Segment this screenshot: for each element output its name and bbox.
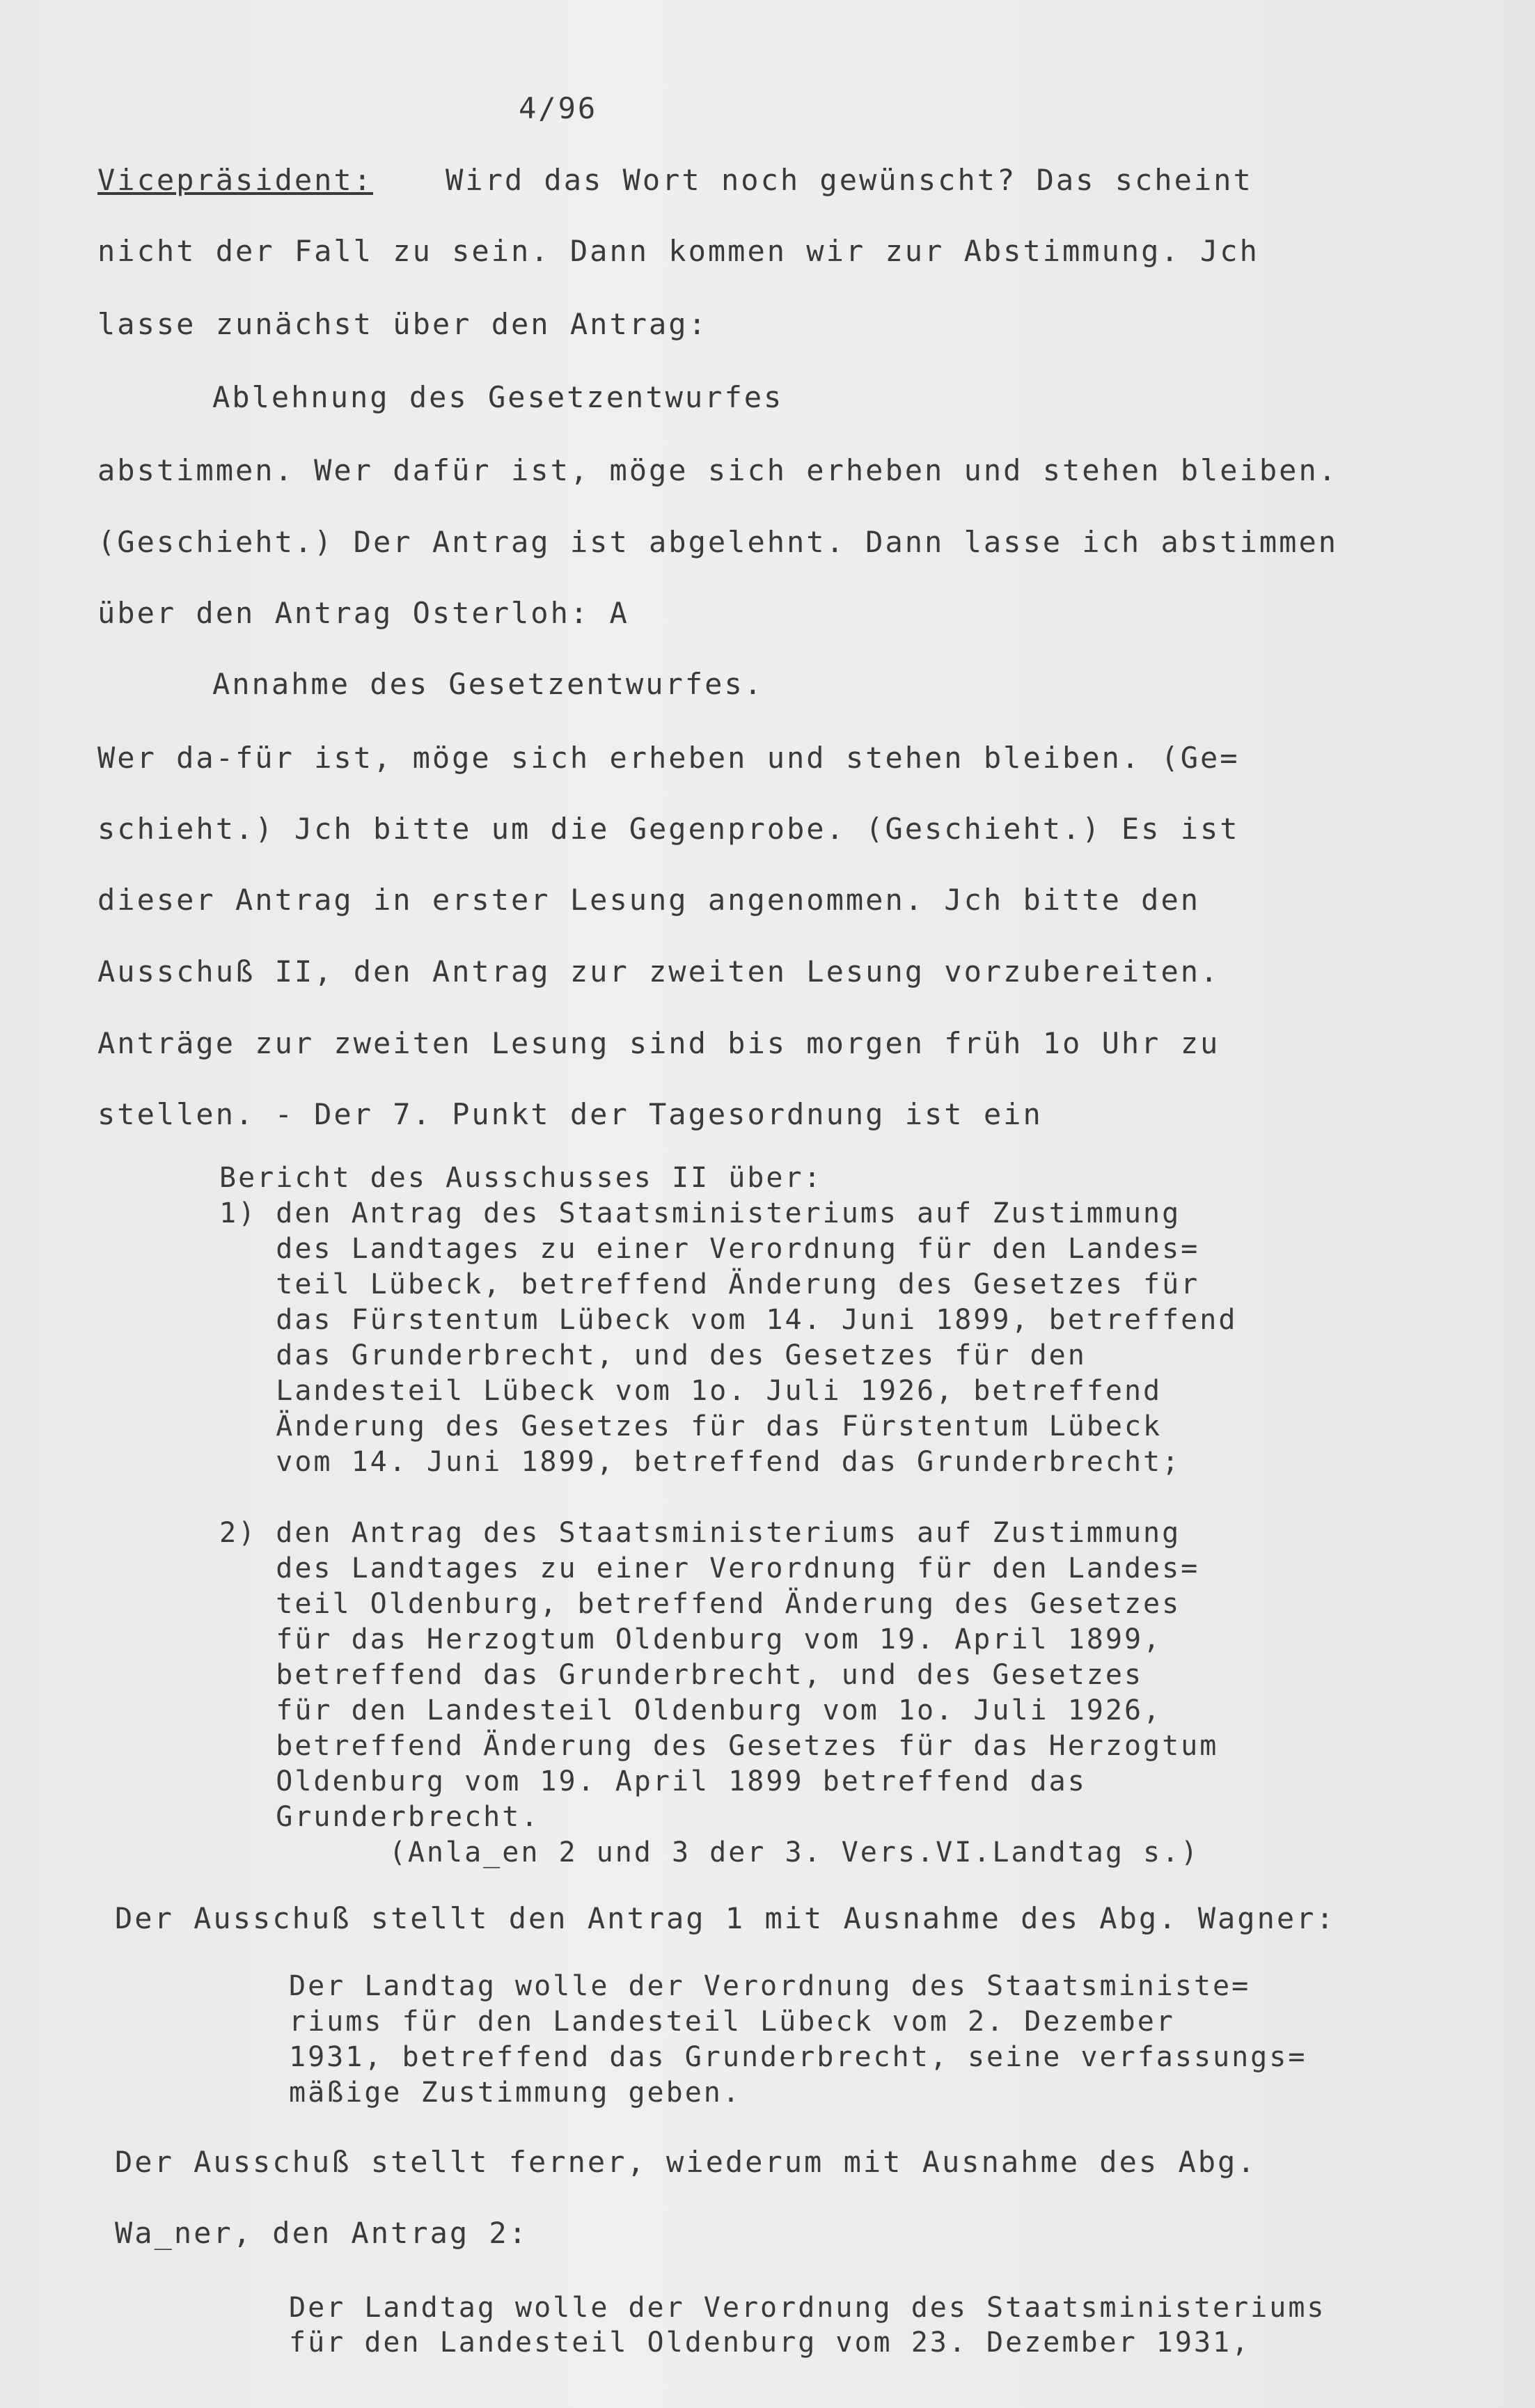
resolution1-line-4: mäßige Zustimmung geben. — [289, 2077, 741, 2109]
report-line-19: Grunderbrecht. — [219, 1801, 540, 1833]
report-line-9: vom 14. Juni 1899, betreffend das Grunderbrecht; — [219, 1446, 1181, 1478]
resolution1-line-2: riums für den Landesteil Lübeck vom 2. Dezember — [289, 2006, 1175, 2038]
report-line-15: betreffend das Grunderbrecht, und des Gesetzes — [219, 1659, 1144, 1691]
report-line-6: das Grunderbrecht, und des Gesetzes für den — [219, 1339, 1087, 1371]
report-line-3: des Landtages zu einer Verordnung für den Landes= — [219, 1233, 1200, 1265]
report-line-18: Oldenburg vom 19. April 1899 betreffend das — [219, 1765, 1087, 1797]
vote2-line-4: Ausschuß II, den Antrag zur zweiten Lesung vorzubereiten. — [97, 954, 1220, 989]
intro-line-3: lasse zunächst über den Antrag: — [97, 307, 708, 341]
report-line-16: für den Landesteil Oldenburg vom 1o. Juli 1926, — [219, 1694, 1163, 1726]
page-number: 4/96 — [519, 91, 598, 125]
report-line-8: Änderung des Gesetzes für das Fürstentum Lübeck — [219, 1410, 1163, 1442]
committee2-line-2: Wa_ner, den Antrag 2: — [115, 2216, 529, 2250]
vote2-line-5: Anträge zur zweiten Lesung sind bis morgen früh 1o Uhr zu — [97, 1026, 1220, 1060]
resolution1-line-3: 1931, betreffend das Grunderbrecht, seine verfassungs= — [289, 2041, 1307, 2073]
committee-line-1: Der Ausschuß stellt den Antrag 1 mit Ausnahme des Abg. Wagner: — [115, 1901, 1336, 1935]
speaker-label: Vicepräsident: — [97, 163, 374, 197]
report-line-17: betreffend Änderung des Gesetzes für das Herzogtum — [219, 1730, 1219, 1762]
vote2-line-3: dieser Antrag in erster Lesung angenommen. Jch bitte den — [97, 883, 1201, 917]
report-line-4: teil Lübeck, betreffend Änderung des Gesetzes für — [219, 1268, 1200, 1300]
report-line-7: Landesteil Lübeck vom 1o. Juli 1926, betreffend — [219, 1375, 1163, 1407]
vote2-line-2: schieht.) Jch bitte um die Gegenprobe. (Geschieht.) Es ist — [97, 812, 1240, 846]
report-line-2: 1) den Antrag des Staatsministeriums auf Zustimmung — [219, 1197, 1181, 1229]
intro-line-2: nicht der Fall zu sein. Dann kommen wir zur Abstimmung. Jch — [97, 234, 1259, 268]
vote-line-2: (Geschieht.) Der Antrag ist abgelehnt. Dann lasse ich abstimmen — [97, 525, 1339, 559]
report-line-13: teil Oldenburg, betreffend Änderung des Gesetzes — [219, 1588, 1181, 1620]
vote-line-3: über den Antrag Osterloh: A — [97, 596, 629, 630]
resolution2-line-1: Der Landtag wolle der Verordnung des Staatsministeriums — [289, 2292, 1326, 2324]
committee2-line-1: Der Ausschuß stellt ferner, wiederum mit Ausnahme des Abg. — [115, 2145, 1257, 2179]
report-line-1: Bericht des Ausschusses II über: — [219, 1162, 823, 1194]
motion-adoption: Annahme des Gesetzentwurfes. — [212, 667, 764, 701]
report-line-5: das Fürstentum Lübeck vom 14. Juni 1899, betreffend — [219, 1304, 1238, 1336]
report-line-11: 2) den Antrag des Staatsministeriums auf Zustimmung — [219, 1517, 1181, 1549]
vote-line-1: abstimmen. Wer dafür ist, möge sich erheben und stehen bleiben. — [97, 453, 1339, 487]
report-line-14: für das Herzogtum Oldenburg vom 19. April 1899, — [219, 1623, 1163, 1655]
resolution1-line-1: Der Landtag wolle der Verordnung des Staatsministe= — [289, 1970, 1251, 2002]
motion-rejection: Ablehnung des Gesetzentwurfes — [212, 380, 784, 414]
resolution2-line-2: für den Landesteil Oldenburg vom 23. Dezember 1931, — [289, 2327, 1251, 2359]
vote2-line-1: Wer da-für ist, möge sich erheben und stehen bleiben. (Ge= — [97, 741, 1240, 775]
vote2-line-6: stellen. - Der 7. Punkt der Tagesordnung ist ein — [97, 1097, 1043, 1131]
intro-line-1: Wird das Wort noch gewünscht? Das scheint — [446, 163, 1253, 197]
report-line-20: (Anla_en 2 und 3 der 3. Vers.VI.Landtag s.) — [219, 1836, 1200, 1868]
report-line-12: des Landtages zu einer Verordnung für den Landes= — [219, 1552, 1200, 1584]
